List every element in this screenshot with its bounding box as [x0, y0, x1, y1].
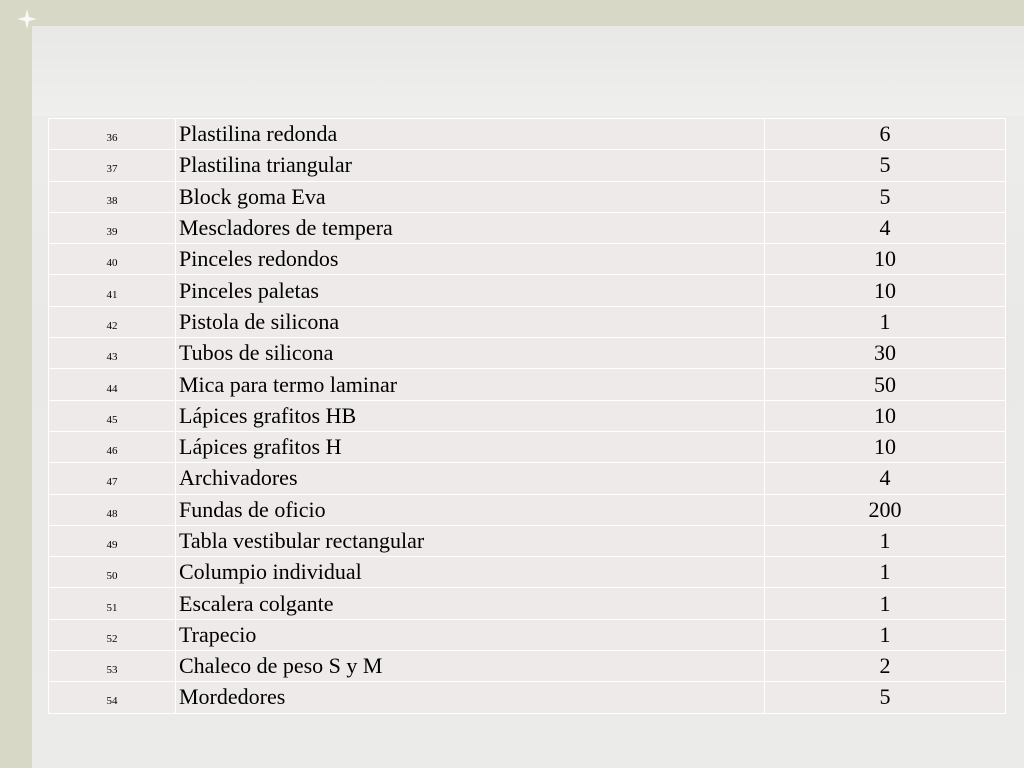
item-quantity: 10 [765, 431, 1006, 462]
item-quantity: 30 [765, 338, 1006, 369]
table-row [49, 244, 1006, 275]
table-row [49, 494, 1006, 525]
item-name: Mordedores [176, 682, 765, 713]
diamond-bullet-icon [16, 8, 38, 30]
table-row [49, 682, 1006, 713]
item-name: Lápices grafitos HB [176, 400, 765, 431]
row-number: 43 [49, 338, 176, 369]
item-name: Pinceles redondos [176, 244, 765, 275]
table-row [49, 651, 1006, 682]
row-number: 40 [49, 244, 176, 275]
item-name: Tubos de silicona [176, 338, 765, 369]
table-row [49, 431, 1006, 462]
row-number: 39 [49, 212, 176, 243]
row-number: 46 [49, 431, 176, 462]
item-quantity: 10 [765, 275, 1006, 306]
table-row [49, 338, 1006, 369]
item-name: Block goma Eva [176, 181, 765, 212]
item-name: Trapecio [176, 619, 765, 650]
row-number: 47 [49, 463, 176, 494]
table-row [49, 400, 1006, 431]
item-name: Pinceles paletas [176, 275, 765, 306]
item-name: Fundas de oficio [176, 494, 765, 525]
item-name: Mescladores de tempera [176, 212, 765, 243]
item-quantity: 1 [765, 306, 1006, 337]
item-name: Plastilina redonda [176, 119, 765, 150]
item-quantity: 2 [765, 651, 1006, 682]
table-row [49, 275, 1006, 306]
slide-title-area [32, 26, 1024, 116]
table-row [49, 619, 1006, 650]
table-row [49, 588, 1006, 619]
row-number: 50 [49, 557, 176, 588]
row-number: 54 [49, 682, 176, 713]
item-quantity: 4 [765, 463, 1006, 494]
table-row [49, 369, 1006, 400]
item-quantity: 6 [765, 119, 1006, 150]
item-quantity: 5 [765, 181, 1006, 212]
item-name: Columpio individual [176, 557, 765, 588]
item-quantity: 1 [765, 557, 1006, 588]
inventory-table-body [49, 119, 1006, 714]
row-number: 51 [49, 588, 176, 619]
item-quantity: 5 [765, 682, 1006, 713]
row-number: 37 [49, 150, 176, 181]
row-number: 52 [49, 619, 176, 650]
inventory-table [48, 118, 1006, 714]
table-row [49, 557, 1006, 588]
row-number: 44 [49, 369, 176, 400]
item-quantity: 200 [765, 494, 1006, 525]
item-quantity: 1 [765, 619, 1006, 650]
row-number: 45 [49, 400, 176, 431]
item-quantity: 1 [765, 588, 1006, 619]
row-number: 38 [49, 181, 176, 212]
table-row [49, 181, 1006, 212]
item-quantity: 1 [765, 525, 1006, 556]
table-row [49, 463, 1006, 494]
row-number: 53 [49, 651, 176, 682]
item-name: Pistola de silicona [176, 306, 765, 337]
item-quantity: 5 [765, 150, 1006, 181]
table-row [49, 150, 1006, 181]
inventory-table-container [48, 118, 1005, 714]
item-name: Mica para termo laminar [176, 369, 765, 400]
table-row [49, 306, 1006, 337]
item-name: Plastilina triangular [176, 150, 765, 181]
item-quantity: 50 [765, 369, 1006, 400]
item-name: Chaleco de peso S y M [176, 651, 765, 682]
item-name: Lápices grafitos H [176, 431, 765, 462]
table-row [49, 119, 1006, 150]
row-number: 49 [49, 525, 176, 556]
item-name: Escalera colgante [176, 588, 765, 619]
row-number: 42 [49, 306, 176, 337]
slide [32, 26, 1024, 768]
item-quantity: 10 [765, 400, 1006, 431]
item-quantity: 10 [765, 244, 1006, 275]
row-number: 36 [49, 119, 176, 150]
item-name: Archivadores [176, 463, 765, 494]
table-row [49, 525, 1006, 556]
table-row [49, 212, 1006, 243]
item-quantity: 4 [765, 212, 1006, 243]
row-number: 41 [49, 275, 176, 306]
item-name: Tabla vestibular rectangular [176, 525, 765, 556]
row-number: 48 [49, 494, 176, 525]
